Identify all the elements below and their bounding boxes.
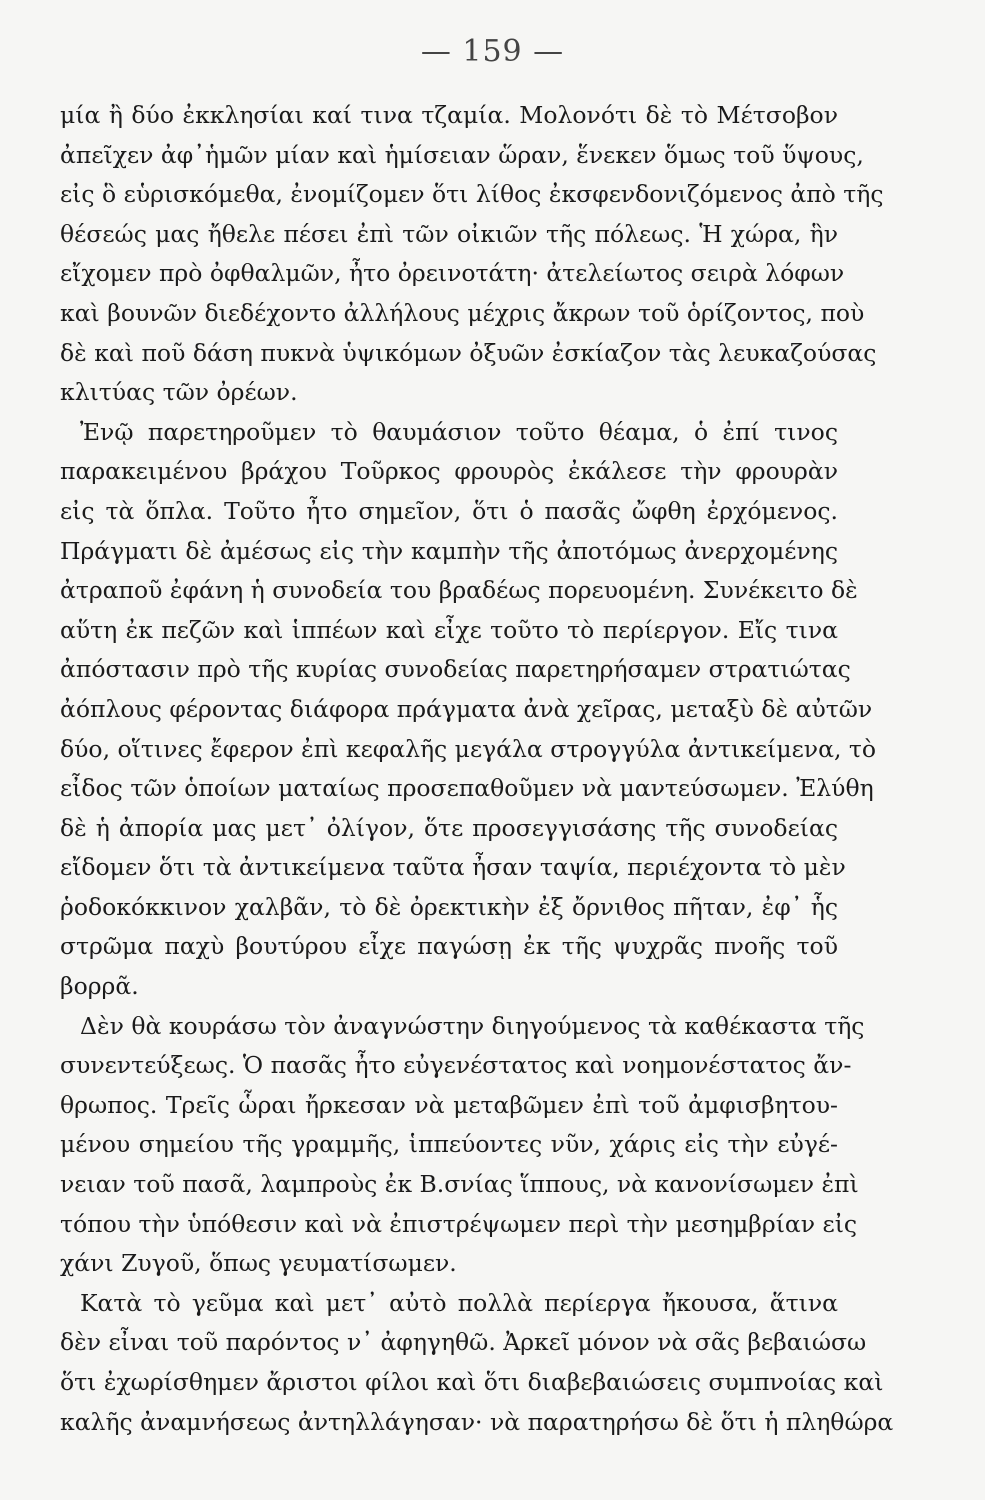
text-line: Πράγματι δὲ ἀμέσως εἰς τὴν καμπὴν τῆς ἀποτόμως ἀνερχομένης [60, 536, 838, 565]
body-text [60, 96, 894, 1442]
text-line: χάνι Ζυγοῦ, ὅπως γευματίσωμεν. [60, 1249, 457, 1278]
text-line: μένου σημείου τῆς γραμμῆς, ἱππεύοντες νῦν, χάρις εἰς τὴν εὐγέ- [60, 1130, 838, 1159]
text-line: δύο, οἵτινες ἔφερον ἐπὶ κεφαλῆς μεγάλα στρογγύλα ἀντικείμενα, τὸ [60, 734, 877, 763]
text-line: ἀόπλους φέροντας διάφορα πράγματα ἀνὰ χεῖρας, μεταξὺ δὲ αὐτῶν [60, 694, 873, 723]
text-line: δὲ ἡ ἀπορία μας μετ᾽ ὀλίγον, ὅτε προσεγγισάσης τῆς συνοδείας [60, 813, 838, 842]
paragraph [60, 1007, 865, 1284]
text-line: εἰς ὃ εὑρισκόμεθα, ἐνομίζομεν ὅτι λίθος ἐκσφενδονιζόμενος ἀπὸ τῆς [60, 180, 884, 209]
text-line: Ἐνῷ παρετηροῦμεν τὸ θαυμάσιον τοῦτο θέαμα, ὁ ἐπί τινος [80, 417, 838, 446]
paragraph [60, 413, 877, 1007]
text-line: ὅτι ἐχωρίσθημεν ἄριστοι φίλοι καὶ ὅτι διαβεβαιώσεις συμπνοίας καὶ [60, 1368, 884, 1396]
text-line: καλῆς ἀναμνήσεως ἀντηλλάγησαν· νὰ παρατηρήσω δὲ ὅτι ἡ πληθώρα [60, 1407, 894, 1436]
paragraph [60, 96, 884, 413]
page-number: — 159 — [420, 34, 565, 69]
text-line: Κατὰ τὸ γεῦμα καὶ μετ᾽ αὐτὸ πολλὰ περίεργα ἤκουσα, ἅτινα [80, 1288, 838, 1317]
text-line: δὲ καὶ ποῦ δάση πυκνὰ ὑψικόμων ὀξυῶν ἐσκίαζον τὰς λευκαζούσας [60, 338, 877, 367]
text-line: εἴχομεν πρὸ ὀφθαλμῶν, ἦτο ὀρεινοτάτη· ἀτελείωτος σειρὰ λόφων [60, 259, 845, 288]
text-line: αὕτη ἐκ πεζῶν καὶ ἱππέων καὶ εἶχε τοῦτο τὸ περίεργον. Εἴς τινα [60, 615, 838, 644]
text-line: ἀπόστασιν πρὸ τῆς κυρίας συνοδείας παρετηρήσαμεν στρατιώτας [60, 655, 851, 684]
text-line: μία ἢ δύο ἐκκλησίαι καί τινα τζαμία. Μολονότι δὲ τὸ Μέτσοβον [60, 101, 838, 129]
text-line: εἴδομεν ὅτι τὰ ἀντικείμενα ταῦτα ἦσαν ταψία, περιέχοντα τὸ μὲν [60, 853, 846, 882]
text-line: κλιτύας τῶν ὀρέων. [60, 378, 298, 407]
text-line: παρακειμένου βράχου Τοῦρκος φρουρὸς ἐκάλεσε τὴν φρουρὰν [60, 457, 838, 486]
text-line: βορρᾶ. [60, 972, 139, 1001]
text-line: θρωπος. Τρεῖς ὧραι ἤρκεσαν νὰ μεταβῶμεν ἐπὶ τοῦ ἀμφισβητου- [60, 1090, 838, 1119]
text-line: ῥοδοκόκκινον χαλβᾶν, τὸ δὲ ὀρεκτικὴν ἐξ ὄρνιθος πῆταν, ἐφ᾽ ἧς [60, 892, 838, 921]
text-line: νειαν τοῦ πασᾶ, λαμπροὺς ἐκ Β.σνίας ἵππους, νὰ κανονίσωμεν ἐπὶ [60, 1170, 859, 1199]
text-line: ἀτραποῦ ἐφάνη ἡ συνοδεία του βραδέως πορευομένη. Συνέκειτο δὲ [60, 576, 858, 605]
text-line: τόπου τὴν ὑπόθεσιν καὶ νὰ ἐπιστρέψωμεν περὶ τὴν μεσημβρίαν εἰς [60, 1209, 858, 1238]
text-line: θέσεώς μας ἤθελε πέσει ἐπὶ τῶν οἰκιῶν τῆς πόλεως. Ἡ χώρα, ἣν [60, 219, 838, 248]
text-line: στρῶμα παχὺ βουτύρου εἶχε παγώσῃ ἐκ τῆς ψυχρᾶς πνοῆς τοῦ [60, 932, 838, 961]
paragraph [60, 1284, 894, 1442]
text-line: ἀπεῖχεν ἀφ᾽ἡμῶν μίαν καὶ ἡμίσειαν ὥραν, ἕνεκεν ὅμως τοῦ ὕψους, [60, 140, 864, 169]
text-line: συνεντεύξεως. Ὁ πασᾶς ἦτο εὐγενέστατος καὶ νοημονέστατος ἄν- [60, 1051, 852, 1080]
text-line: δὲν εἶναι τοῦ παρόντος ν᾽ ἀφηγηθῶ. Ἀρκεῖ μόνον νὰ σᾶς βεβαιώσω [60, 1328, 867, 1357]
text-line: καὶ βουνῶν διεδέχοντο ἀλλήλους μέχρις ἄκρων τοῦ ὁρίζοντος, ποὺ [60, 298, 865, 327]
text-line: εἶδος τῶν ὁποίων ματαίως προσεπαθοῦμεν νὰ μαντεύσωμεν. Ἐλύθη [60, 774, 874, 803]
text-line: Δὲν θὰ κουράσω τὸν ἀναγνώστην διηγούμενος τὰ καθέκαστα τῆς [80, 1011, 865, 1040]
text-line: εἰς τὰ ὅπλα. Τοῦτο ἦτο σημεῖον, ὅτι ὁ πασᾶς ὤφθη ἐρχόμενος. [60, 496, 838, 525]
